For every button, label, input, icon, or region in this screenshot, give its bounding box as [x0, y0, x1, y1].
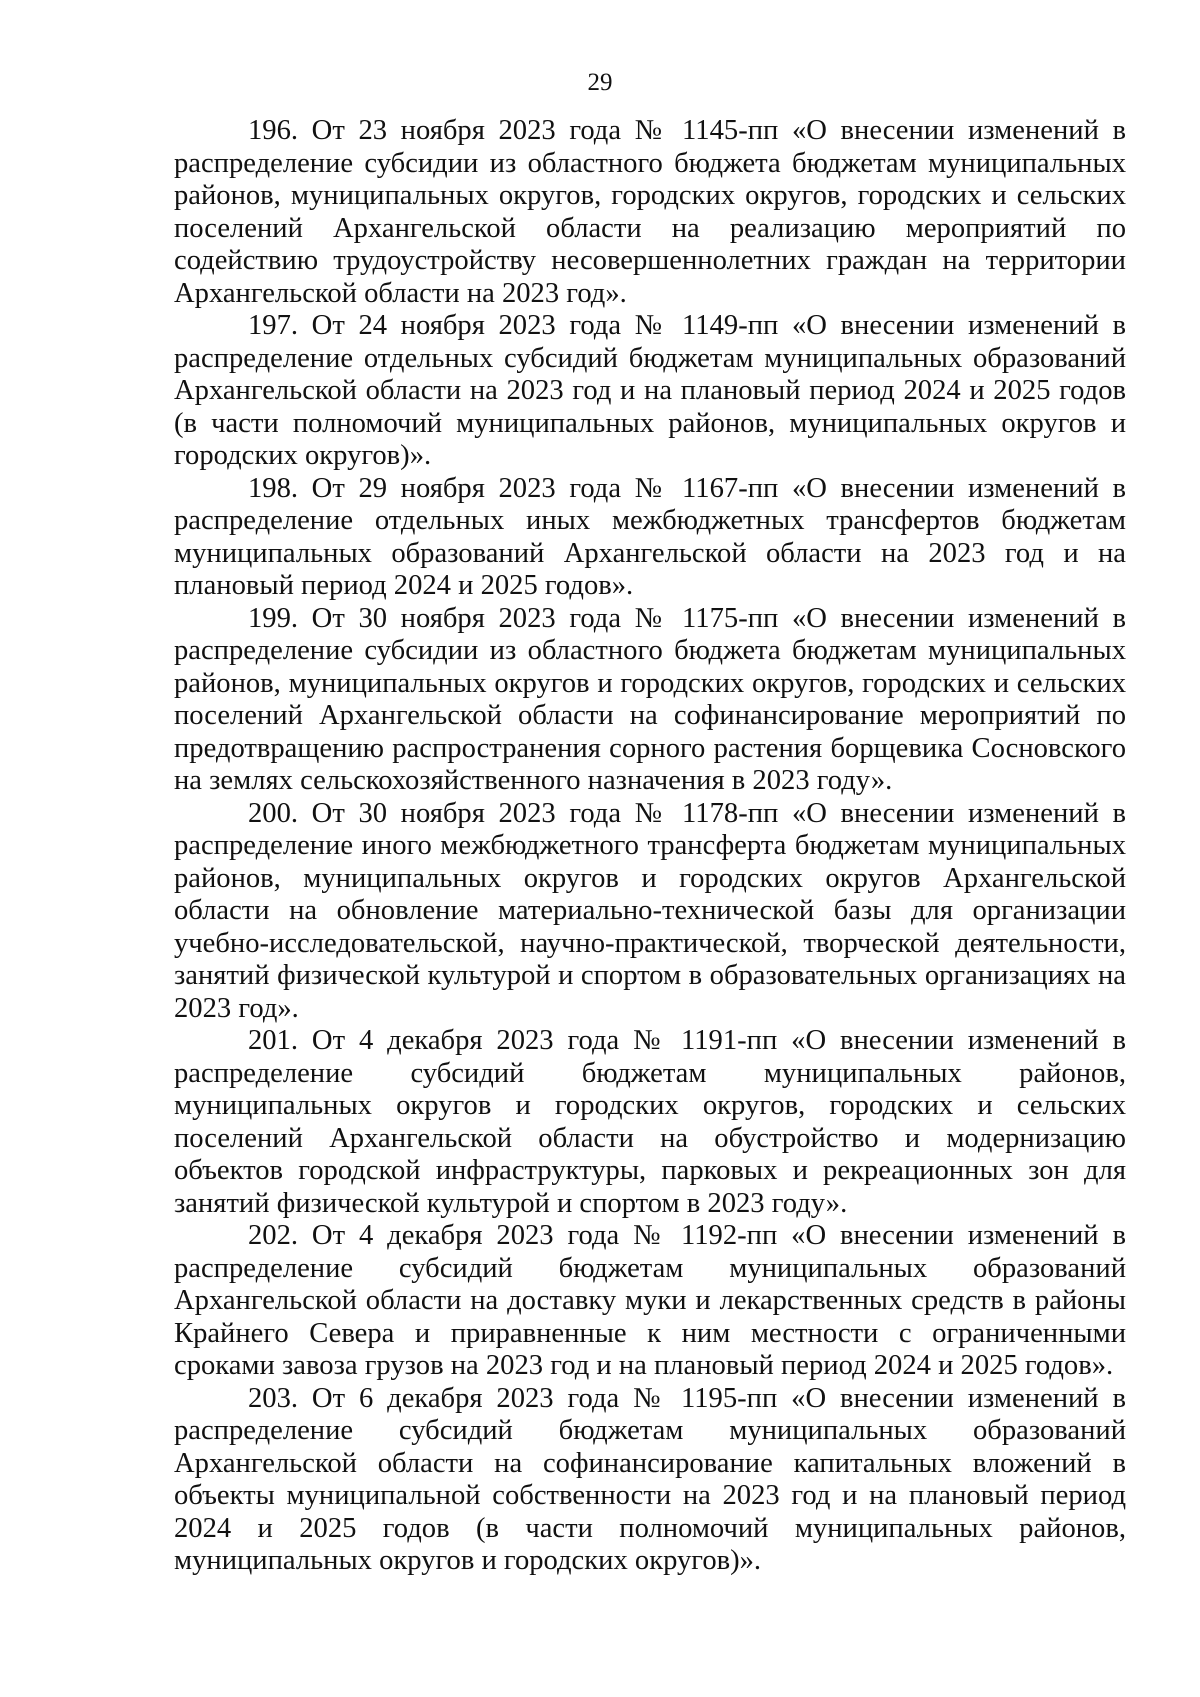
list-item-200: 200. От 30 ноября 2023 года № 1178-пп «О внесении изменений в распределение иного межбюджетного трансферта бюджетам муниципальных районов, муниципальных округов и городских округов Архангельской области на обновление материально-технической базы для организации учебно-исследовательской, научно-практической, творческой деятельности, занятий физической культурой и спортом в образовательных организациях на 2023 год». [174, 797, 1126, 1024]
list-item-201: 201. От 4 декабря 2023 года № 1191-пп «О внесении изменений в распределение субсидий бюджетам муниципальных районов, муниципальных округов и городских округов, городских и сельских поселений Архангельской области на обустройство и модернизацию объектов городской инфраструктуры, парковых и рекреационных зон для занятий физической культурой и спортом в 2023 году». [174, 1025, 1126, 1219]
list-item-198: 198. От 29 ноября 2023 года № 1167-пп «О внесении изменений в распределение отдельных иных межбюджетных трансфертов бюджетам муниципальных образований Архангельской области на 2023 год и на плановый период 2024 и 2025 годов». [174, 472, 1126, 601]
list-item-202: 202. От 4 декабря 2023 года № 1192-пп «О внесении изменений в распределение субсидий бюджетам муниципальных образований Архангельской области на доставку муки и лекарственных средств в районы Крайнего Севера и приравненные к ним местности с ограниченными сроками завоза грузов на 2023 год и на плановый период 2024 и 2025 годов». [174, 1220, 1126, 1381]
list-item-199: 199. От 30 ноября 2023 года № 1175-пп «О внесении изменений в распределение субсидии из областного бюджета бюджетам муниципальных районов, муниципальных округов и городских округов, городских и сельских поселений Архангельской области на софинансирование мероприятий по предотвращению распространения сорного растения борщевика Сосновского на землях сельскохозяйственного назначения в 2023 году». [174, 602, 1126, 796]
page-number: 29 [587, 69, 613, 96]
list-item-197: 197. От 24 ноября 2023 года № 1149-пп «О внесении изменений в распределение отдельных субсидий бюджетам муниципальных образований Архангельской области на 2023 год и на плановый период 2024 и 2025 годов (в части полномочий муниципальных районов, муниципальных округов и городских округов)». [174, 310, 1126, 471]
document-body [174, 115, 1126, 1578]
list-item-203: 203. От 6 декабря 2023 года № 1195-пп «О внесении изменений в распределение субсидий бюджетам муниципальных образований Архангельской области на софинансирование капитальных вложений в объекты муниципальной собственности на 2023 год и на плановый период 2024 и 2025 годов (в части полномочий муниципальных районов, муниципальных округов и городских округов)». [174, 1382, 1126, 1576]
list-item-196: 196. От 23 ноября 2023 года № 1145-пп «О внесении изменений в распределение субсидии из областного бюджета бюджетам муниципальных районов, муниципальных округов, городских округов, городских и сельских поселений Архангельской области на реализацию мероприятий по содействию трудоустройству несовершеннолетних граждан на территории Архангельской области на 2023 год». [174, 115, 1126, 309]
